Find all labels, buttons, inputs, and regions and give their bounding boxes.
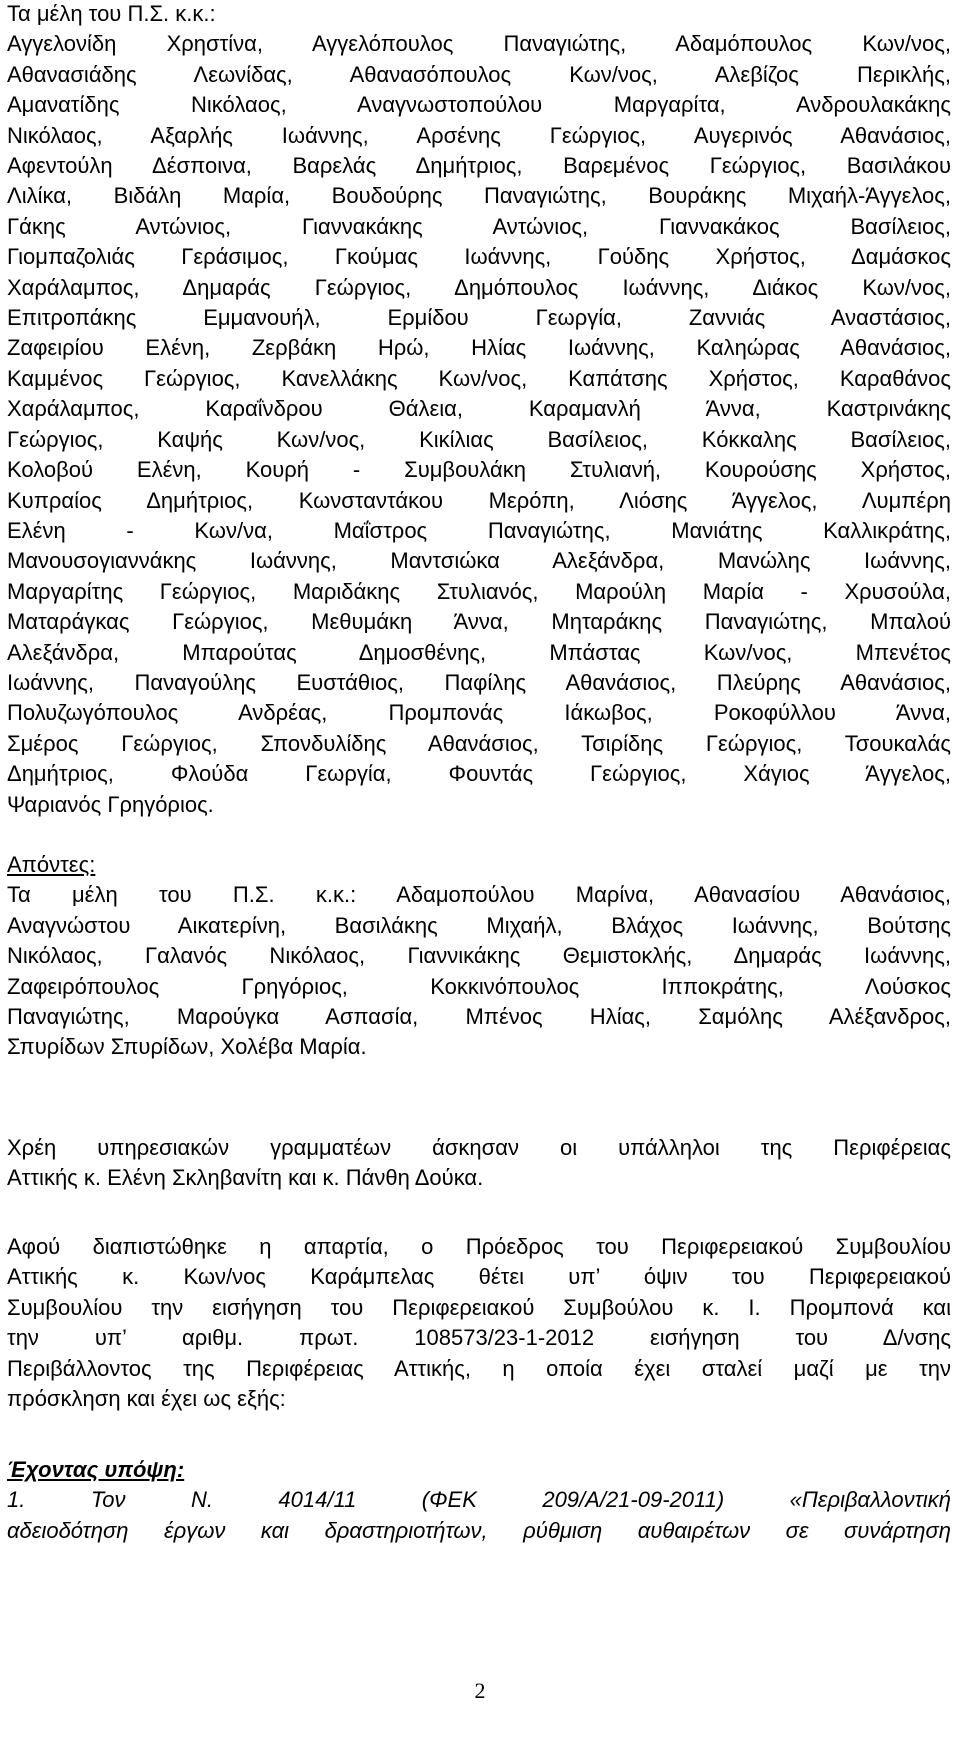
member-line: Γάκης Αντώνιος, Γιαννακάκης Αντώνιος, Γιαννακάκος Βασίλειος, <box>7 213 951 239</box>
absent-heading: Απόντες: <box>7 852 96 877</box>
member-line: Νικόλαος, Αξαρλής Ιωάννης, Αρσένης Γεώργιος, Αυγερινός Αθανάσιος, <box>7 122 951 148</box>
member-line: Αμανατίδης Νικόλαος, Αναγνωστοπούλου Μαργαρίτα, Ανδρουλακάκης <box>7 92 951 118</box>
absent-line: Αναγνώστου Αικατερίνη, Βασιλάκης Μιχαήλ, Βλάχος Ιωάννης, Βούτσης <box>7 912 951 938</box>
member-line: Επιτροπάκης Εμμανουήλ, Ερμίδου Γεωργία, Ζαννιάς Αναστάσιος, <box>7 305 951 331</box>
member-line: Αθανασιάδης Λεωνίδας, Αθανασόπουλος Κων/νος, Αλεβίζος Περικλής, <box>7 61 951 87</box>
member-line: Κολοβού Ελένη, Κουρή - Συμβουλάκη Στυλιανή, Κουρούσης Χρήστος, <box>7 457 951 483</box>
members-present-heading: Τα μέλη του Π.Σ. κ.κ.: <box>7 1 216 26</box>
considering-line: αδειοδότηση έργων και δραστηριοτήτων, ρύθμιση αυθαιρέτων σε συνάρτηση <box>7 1517 951 1543</box>
member-line: Ματαράγκας Γεώργιος, Μεθυμάκη Άννα, Μηταράκης Παναγιώτης, Μπαλού <box>7 609 951 635</box>
absent-line-last: Σπυρίδων Σπυρίδων, Χολέβα Μαρία. <box>7 1034 367 1060</box>
member-line: Αφεντούλη Δέσποινα, Βαρελάς Δημήτριος, Βαρεμένος Γεώργιος, Βασιλάκου <box>7 153 951 179</box>
considering-line: 1. Τον Ν. 4014/11 (ΦΕΚ 209/Α/21-09-2011) «Περιβαλλοντική <box>7 1487 951 1513</box>
quorum-line: Αττικής κ. Κων/νος Καράμπελας θέτει υπ’ όψιν του Περιφερειακού <box>7 1264 951 1290</box>
member-line: Αλεξάνδρα, Μπαρούτας Δημοσθένης, Μπάστας Κων/νος, Μπενέτος <box>7 639 951 665</box>
secretaries-line-last: Αττικής κ. Ελένη Σκληβανίτη και κ. Πάνθη Δούκα. <box>7 1165 484 1191</box>
absent-section <box>7 850 951 1063</box>
quorum-line: Συμβουλίου την εισήγηση του Περιφερειακού Συμβούλου κ. Ι. Προμπονά και <box>7 1294 951 1320</box>
considering-section <box>7 1455 951 1546</box>
member-line: Δημήτριος, Φλούδα Γεωργία, Φουντάς Γεώργιος, Χάγιος Άγγελος, <box>7 761 951 787</box>
quorum-line: Αφού διαπιστώθηκε η απαρτία, ο Πρόεδρος του Περιφερειακού Συμβουλίου <box>7 1234 951 1259</box>
quorum-paragraph <box>7 1232 951 1414</box>
absent-line: Παναγιώτης, Μαρούγκα Ασπασία, Μπένος Ηλίας, Σαμόλης Αλέξανδρος, <box>7 1004 951 1030</box>
member-line: Χαράλαμπος, Καραΐνδρου Θάλεια, Καραμανλή Άννα, Καστρινάκης <box>7 396 951 422</box>
member-line: Ελένη - Κων/να, Μαΐστρος Παναγιώτης, Μανιάτης Καλλικράτης, <box>7 517 951 543</box>
member-line: Λιλίκα, Βιδάλη Μαρία, Βουδούρης Παναγιώτης, Βουράκης Μιχαήλ-Άγγελος, <box>7 183 951 209</box>
absent-line: Νικόλαος, Γαλανός Νικόλαος, Γιαννικάκης Θεμιστοκλής, Δημαράς Ιωάννης, <box>7 943 951 969</box>
secretaries-paragraph <box>7 1133 951 1194</box>
member-line: Καμμένος Γεώργιος, Κανελλάκης Κων/νος, Καπάτσης Χρήστος, Καραθάνος <box>7 365 951 391</box>
quorum-line: Περιβάλλοντος της Περιφέρειας Αττικής, η οποία έχει σταλεί μαζί με την <box>7 1355 951 1381</box>
member-line: Γεώργιος, Καψής Κων/νος, Κικίλιας Βασίλειος, Κόκκαλης Βασίλειος, <box>7 426 951 452</box>
quorum-line-last: πρόσκληση και έχει ως εξής: <box>7 1386 286 1412</box>
member-line: Πολυζωγόπουλος Ανδρέας, Προμπονάς Ιάκωβος, Ροκοφύλλου Άννα, <box>7 700 951 726</box>
member-line: Σμέρος Γεώργιος, Σπονδυλίδης Αθανάσιος, Τσιρίδης Γεώργιος, Τσουκαλάς <box>7 730 951 756</box>
absent-line: Τα μέλη του Π.Σ. κ.κ.: Αδαμοπούλου Μαρίνα, Αθανασίου Αθανάσιος, <box>7 882 951 908</box>
member-line: Γιομπαζολιάς Γεράσιμος, Γκούμας Ιωάννης, Γούδης Χρήστος, Δαμάσκος <box>7 244 951 270</box>
absent-line: Ζαφειρόπουλος Γρηγόριος, Κοκκινόπουλος Ιπποκράτης, Λούσκος <box>7 973 951 999</box>
member-line-last: Ψαριανός Γρηγόριος. <box>7 791 214 817</box>
member-line: Μανουσογιαννάκης Ιωάννης, Μαντσιώκα Αλεξάνδρα, Μανώλης Ιωάννης, <box>7 548 951 574</box>
member-line: Ζαφειρίου Ελένη, Ζερβάκη Ηρώ, Ηλίας Ιωάννης, Καληώρας Αθανάσιος, <box>7 335 951 361</box>
members-present-section <box>7 0 951 820</box>
member-line: Αγγελονίδη Χρηστίνα, Αγγελόπουλος Παναγιώτης, Αδαμόπουλος Κων/νος, <box>7 31 951 57</box>
member-line: Μαργαρίτης Γεώργιος, Μαριδάκης Στυλιανός, Μαρούλη Μαρία - Χρυσούλα, <box>7 578 951 604</box>
page-number: 2 <box>474 1678 486 1703</box>
member-line: Ιωάννης, Παναγούλης Ευστάθιος, Παφίλης Αθανάσιος, Πλεύρης Αθανάσιος, <box>7 669 951 695</box>
members-present-list <box>7 29 951 820</box>
quorum-line: την υπ’ αριθμ. πρωτ. 108573/23-1-2012 εισήγηση του Δ/νσης <box>7 1325 951 1351</box>
member-line: Χαράλαμπος, Δημαράς Γεώργιος, Δημόπουλος Ιωάννης, Διάκος Κων/νος, <box>7 274 951 300</box>
member-line: Κυπραίος Δημήτριος, Κωνσταντάκου Μερόπη, Λιόσης Άγγελος, Λυμπέρη <box>7 487 951 513</box>
considering-heading: Έχοντας υπόψη: <box>7 1457 185 1482</box>
secretaries-line: Χρέη υπηρεσιακών γραμματέων άσκησαν οι υπάλληλοι της Περιφέρειας <box>7 1135 951 1160</box>
